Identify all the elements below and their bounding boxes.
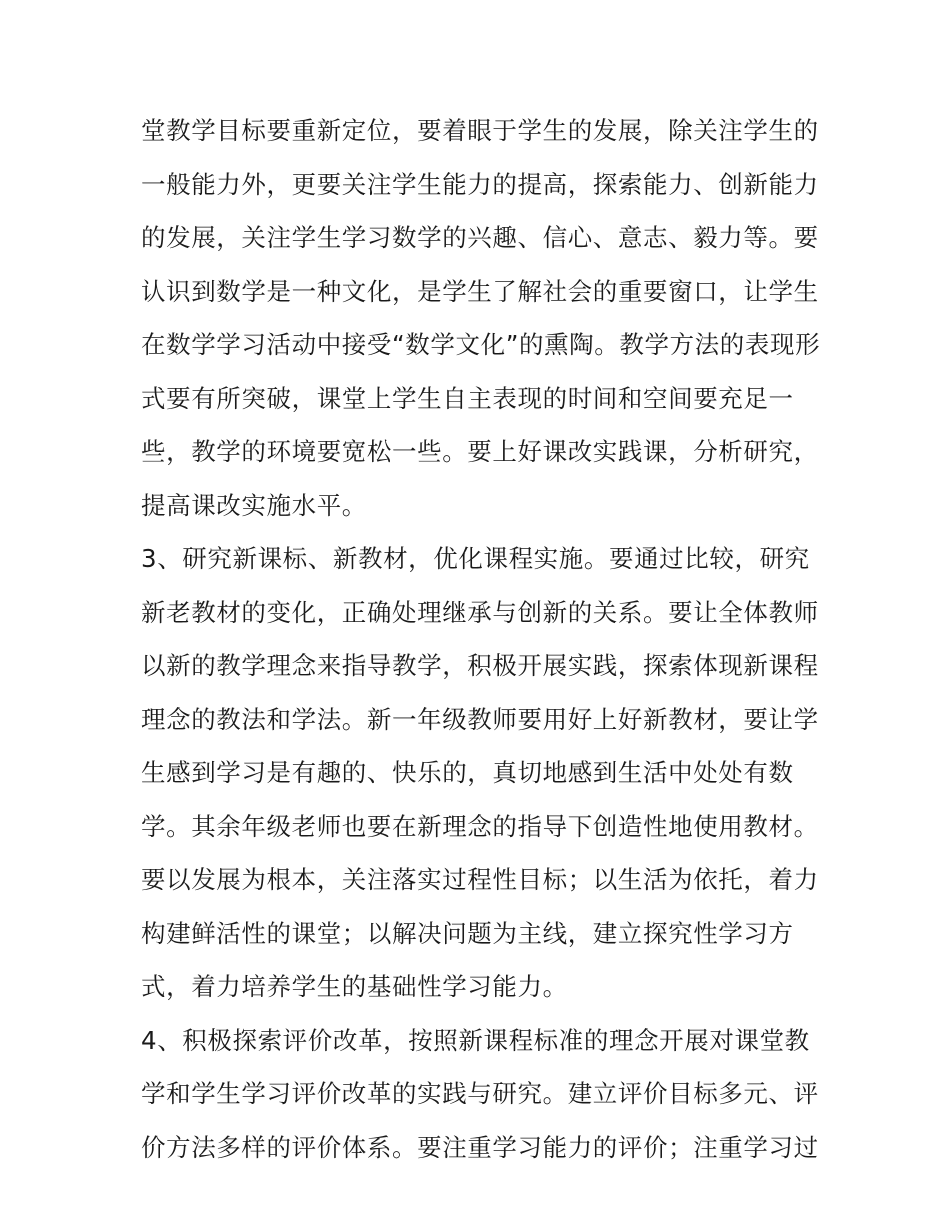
text-line: 学。其余年级老师也要在新理念的指导下创造性地使用教材。 (141, 811, 819, 841)
body-text (141, 104, 821, 1174)
text-line: 一般能力外，更要关注学生能力的提高，探索能力、创新能力 (141, 169, 819, 199)
text-line: 式，着力培养学生的基础性学习能力。 (141, 972, 568, 1001)
text-line: 在数学学习活动中接受“数学文化”的熏陶。教学方法的表现形 (141, 330, 821, 359)
text-line: 要以发展为根本，关注落实过程性目标；以生活为依托，着力 (141, 865, 819, 894)
text-line: 学和学生学习评价改革的实践与研究。建立评价目标多元、评 (141, 1079, 819, 1108)
text-line: 以新的教学理念来指导教学，积极开展实践，探索体现新课程 (141, 651, 819, 680)
list-item-4-line: 4、积极探索评价改革，按照新课程标准的理念开展对课堂教 (141, 1025, 810, 1055)
text-line: 堂教学目标要重新定位，要着眼于学生的发展，除关注学生的 (141, 116, 819, 145)
text-line: 新老教材的变化，正确处理继承与创新的关系。要让全体教师 (141, 597, 819, 627)
text-line: 生感到学习是有趣的、快乐的，真切地感到生活中处处有数 (141, 758, 794, 787)
text-line: 理念的教法和学法。新一年级教师要用好上好新教材，要让学 (141, 704, 819, 734)
text-line: 提高课改实施水平。 (141, 490, 367, 520)
text-line: 式要有所突破，课堂上学生自主表现的时间和空间要充足一 (141, 383, 794, 413)
list-item-3-line: 3、研究新课标、新教材，优化课程实施。要通过比较，研究 (141, 544, 810, 573)
text-line: 的发展，关注学生学习数学的兴趣、信心、意志、毅力等。要 (141, 223, 819, 252)
text-line: 价方法多样的评价体系。要注重学习能力的评价；注重学习过 (141, 1132, 819, 1162)
text-line: 构建鲜活性的课堂；以解决问题为主线，建立探究性学习方 (141, 918, 794, 948)
text-line: 认识到数学是一种文化，是学生了解社会的重要窗口，让学生 (141, 276, 819, 306)
text-line: 些，教学的环境要宽松一些。要上好课改实践课，分析研究， (141, 437, 819, 466)
